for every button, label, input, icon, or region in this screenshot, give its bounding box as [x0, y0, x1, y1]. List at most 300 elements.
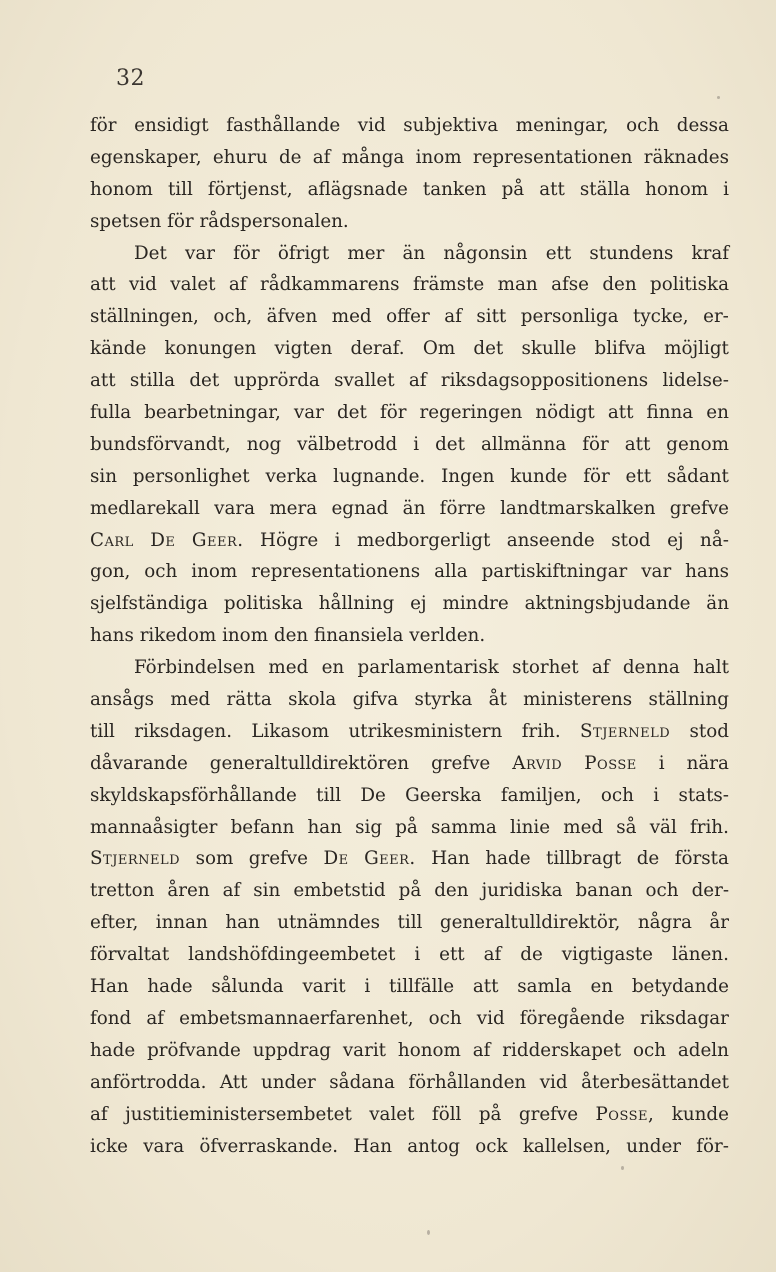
word: vid [357, 115, 386, 136]
word: partiskiftningar [481, 561, 628, 583]
text-line [90, 875, 729, 907]
word: förvaltat [90, 944, 170, 966]
word: så [616, 816, 637, 838]
word: verlden. [409, 625, 486, 647]
word: än [706, 593, 729, 615]
word: riksdagen. [134, 720, 233, 742]
text-line [90, 525, 729, 557]
word: med [268, 657, 309, 679]
word: skulle [521, 338, 577, 360]
word: de [520, 944, 543, 966]
word: var [293, 402, 324, 424]
text-line [90, 1099, 729, 1131]
word: de [278, 146, 302, 168]
word: att [624, 433, 651, 455]
word: förtjenst, [207, 178, 293, 200]
word: till [167, 178, 193, 200]
word: var [641, 561, 672, 583]
word: dåvarande [90, 752, 188, 774]
word: inom [222, 625, 269, 647]
word: åt [488, 689, 507, 711]
word: välbetrodd [297, 433, 398, 455]
word: afse [551, 274, 589, 296]
text-line [90, 333, 729, 365]
word: och [144, 561, 178, 583]
word: hade [90, 1039, 136, 1061]
word: Det [134, 242, 167, 264]
text-line [90, 588, 729, 620]
paper-speck [621, 1166, 624, 1170]
word: många [341, 146, 405, 168]
word: för [379, 402, 407, 424]
word: räknades [643, 146, 729, 168]
text-line [90, 174, 729, 206]
word: till [397, 912, 423, 934]
word: af [408, 370, 427, 392]
word: Geer. [364, 848, 416, 870]
word: lugnande. [333, 465, 426, 487]
word: ett [439, 944, 465, 966]
word: frih. [521, 720, 561, 742]
word: i [658, 752, 665, 774]
word: dessa [676, 115, 729, 136]
word: befann [230, 816, 295, 838]
word: samma [430, 816, 497, 838]
word: i [414, 944, 421, 966]
word: förre [439, 497, 486, 519]
word: ej [410, 593, 427, 615]
word: och [626, 115, 660, 136]
word: landtmarskalken [500, 497, 656, 519]
word: någonsin [443, 242, 528, 264]
word: förhållanden [408, 1071, 527, 1093]
word: Förbindelsen [134, 657, 256, 679]
word: hade [147, 976, 193, 998]
word: och [632, 1039, 666, 1061]
text-line [90, 429, 729, 461]
text-line [90, 684, 729, 716]
word: personliga [520, 306, 619, 328]
word: anförtrodda. [90, 1071, 207, 1093]
word: af [146, 1007, 165, 1029]
word: landshöfdingeembetet [188, 944, 396, 966]
word: betydande [631, 976, 729, 998]
word: man [497, 274, 538, 296]
word: ridderskapet [502, 1039, 622, 1061]
word: hans [90, 625, 134, 647]
word: under [260, 1071, 316, 1093]
text-line [90, 206, 729, 238]
word: genom [666, 433, 729, 455]
word: för [167, 210, 194, 232]
word: honom [397, 1039, 461, 1061]
word: i [413, 433, 420, 455]
word: samla [517, 976, 572, 998]
word: för [90, 115, 117, 136]
word: inom [191, 561, 238, 583]
word: och [600, 784, 634, 806]
word: De [323, 848, 349, 870]
word: tillfälle [389, 976, 455, 998]
word: grefve [669, 497, 729, 519]
word: Geerska [405, 784, 482, 806]
text-line [90, 269, 729, 301]
word: linie [509, 816, 551, 838]
word: han [225, 912, 260, 934]
word: parlamentarisk [357, 657, 499, 679]
word: halt [693, 657, 729, 679]
word: bearbetningar, [144, 402, 281, 424]
word: vigtigaste [561, 944, 653, 966]
word: Posse [584, 752, 637, 774]
word: utrikesministern [348, 720, 503, 742]
word: i [364, 976, 371, 998]
word: utnämndes [277, 912, 381, 934]
word: föll [431, 1103, 462, 1125]
word: af [444, 306, 462, 328]
text-line [90, 971, 729, 1003]
word: denna [622, 657, 680, 679]
word: vara [143, 1135, 185, 1157]
text-line [90, 493, 729, 525]
word: främste [412, 274, 485, 296]
word: det [336, 402, 367, 424]
word: det [473, 338, 504, 360]
word: sin [253, 880, 281, 902]
text-line [90, 556, 729, 588]
word: riksdagsoppositionens [440, 370, 649, 392]
word: innan [155, 912, 208, 934]
text-line [90, 843, 729, 875]
word: första [674, 848, 729, 870]
word: grefve [518, 1103, 579, 1125]
word: Carl [90, 529, 134, 551]
word: embetsmannaerfarenhet, [179, 1007, 414, 1029]
word: lidelse- [662, 370, 729, 392]
word: nog [246, 433, 282, 455]
word: generaltulldirektören [209, 752, 410, 774]
word: riksdagar [639, 1007, 729, 1029]
word: storhet [512, 657, 579, 679]
word: med [170, 689, 211, 711]
text-line [90, 301, 729, 333]
word: han [307, 816, 342, 838]
word: uppdrag [252, 1039, 331, 1061]
word: politiska [223, 593, 303, 615]
word: en [706, 402, 729, 424]
word: föregående [519, 1007, 625, 1029]
word: på [478, 1103, 502, 1125]
word: grefve [431, 752, 491, 774]
word: gon, [90, 561, 131, 583]
word: rikedom [139, 625, 217, 647]
word: att [539, 178, 565, 200]
word: ej [667, 529, 684, 551]
word: ensidigt [134, 115, 209, 136]
word: tanken [422, 178, 487, 200]
word: kallelsen, [522, 1135, 611, 1157]
word: medlarekall [90, 497, 200, 519]
word: justitieministersembetet [125, 1103, 352, 1125]
word: mer [347, 242, 385, 264]
word: stats- [678, 784, 729, 806]
word: sådana [329, 1071, 395, 1093]
word: stod [611, 529, 651, 551]
word: valet [170, 274, 216, 296]
word: aktningsbjudande [524, 593, 691, 615]
word: hans [685, 561, 729, 583]
text-line [90, 748, 729, 780]
word: stundens [589, 242, 674, 264]
word: skyldskapsförhållande [90, 784, 297, 806]
word: och [428, 1007, 462, 1029]
word: blifva [594, 338, 646, 360]
word: subjektiva [403, 115, 499, 136]
word: vid [128, 274, 157, 296]
text-line [90, 1067, 729, 1099]
word: styrka [414, 689, 473, 711]
word: på [395, 816, 418, 838]
word: Högre [260, 529, 319, 551]
word: anseende [506, 529, 595, 551]
paper-speck [717, 96, 720, 99]
word: fond [90, 1007, 132, 1029]
word: på [501, 178, 525, 200]
word: till [90, 720, 115, 742]
word: det [189, 370, 220, 392]
word: än [402, 242, 426, 264]
word: under [626, 1135, 681, 1157]
word: Stjerneld [90, 848, 181, 870]
word: det [435, 433, 465, 455]
word: ministerens [523, 689, 633, 711]
word: Ingen [441, 465, 495, 487]
word: der- [691, 880, 729, 902]
word: ett [545, 242, 572, 264]
word: för [233, 242, 260, 264]
word: nå- [700, 529, 729, 551]
word: ställa [579, 178, 631, 200]
word: verka [265, 465, 318, 487]
word: De [150, 529, 176, 551]
word: den [434, 880, 469, 902]
word: Om [422, 338, 456, 360]
word: Stjerneld [580, 720, 671, 742]
word: efter, [90, 912, 139, 934]
word: frih. [689, 816, 729, 838]
word: för [583, 465, 610, 487]
word: af [228, 274, 247, 296]
word: mannaåsigter [90, 816, 218, 838]
text-line [90, 238, 729, 270]
word: Arvid [512, 752, 563, 774]
word: sin [90, 465, 118, 487]
word: fasthållande [226, 115, 341, 136]
word: kraf [691, 242, 729, 264]
word: af [90, 1103, 108, 1125]
word: nära [686, 752, 729, 774]
word: upprörda [233, 370, 320, 392]
word: för [582, 433, 609, 455]
word: vid [539, 1071, 568, 1093]
word: representationens [251, 561, 421, 583]
word: den [602, 274, 637, 296]
word: generaltulldirektör, [439, 912, 621, 934]
word: alla [434, 561, 468, 583]
word: ehuru [212, 146, 268, 168]
word: att [90, 274, 116, 296]
word: af [312, 146, 331, 168]
word: medborgerligt [356, 529, 491, 551]
word: af [591, 657, 610, 679]
word: att [472, 976, 499, 998]
word: tillbragt [545, 848, 622, 870]
word: Han [353, 1135, 392, 1157]
text-line [90, 110, 729, 142]
text-line [90, 780, 729, 812]
word: mera [269, 497, 318, 519]
word: ställning [648, 689, 729, 711]
word: att [90, 370, 116, 392]
page-number: 32 [116, 66, 145, 91]
word: kunde [671, 1103, 729, 1125]
word: embetstid [293, 880, 386, 902]
word: representationen [472, 146, 633, 168]
word: år [709, 912, 729, 934]
text-line [90, 939, 729, 971]
word: och, [213, 306, 253, 328]
word: på [398, 880, 422, 902]
word: Geer. [191, 529, 244, 551]
word: sålunda [211, 976, 284, 998]
word: öfrigt [277, 242, 330, 264]
word: sitt [476, 306, 507, 328]
word: politiska [650, 274, 729, 296]
word: spetsen [90, 210, 162, 232]
word: ock [475, 1135, 508, 1157]
word: tretton [90, 880, 155, 902]
word: finna [646, 402, 694, 424]
word: än [402, 497, 426, 519]
word: svallet [334, 370, 395, 392]
word: af [483, 944, 502, 966]
word: rådkammarens [259, 274, 400, 296]
text-line [90, 620, 729, 652]
word: öfverraskande. [199, 1135, 339, 1157]
word: och [645, 880, 679, 902]
word: möjligt [664, 338, 729, 360]
paper-speck [427, 1230, 430, 1235]
word: ett [625, 465, 652, 487]
word: egenskaper, [90, 146, 202, 168]
word: tycke, [633, 306, 689, 328]
word: mindre [442, 593, 509, 615]
text-line [90, 1003, 729, 1035]
word: icke [90, 1135, 128, 1157]
word: äfven [266, 306, 318, 328]
word: åren [167, 880, 210, 902]
word: som [195, 848, 234, 870]
word: var [185, 242, 215, 264]
word: Likasom [251, 720, 330, 742]
word: vara [214, 497, 256, 519]
text-line [90, 716, 729, 748]
word: rådspersonalen. [199, 210, 349, 232]
text-line [90, 397, 729, 429]
word: deraf. [350, 338, 405, 360]
word: bundsförvandt, [90, 433, 231, 455]
word: kunde [510, 465, 568, 487]
word: varit [302, 976, 346, 998]
word: den [273, 625, 309, 647]
word: vid [476, 1007, 505, 1029]
word: konungen [164, 338, 257, 360]
word: skola [288, 689, 337, 711]
word: inom [415, 146, 462, 168]
word: återbesättandet [581, 1071, 729, 1093]
word: pröfvande [147, 1039, 241, 1061]
word: Han [431, 848, 470, 870]
text-line [90, 1035, 729, 1067]
text-line [90, 652, 729, 684]
word: gifva [352, 689, 399, 711]
word: allmänna [480, 433, 567, 455]
body-text [90, 110, 729, 1162]
text-line [90, 907, 729, 939]
word: af [222, 880, 241, 902]
word: varit [342, 1039, 387, 1061]
word: länen. [671, 944, 729, 966]
word: stilla [129, 370, 176, 392]
word: några [637, 912, 692, 934]
word: i [723, 178, 729, 200]
text-line [90, 142, 729, 174]
text-line [90, 365, 729, 397]
text-line [90, 1131, 729, 1163]
word: hade [485, 848, 531, 870]
word: honom [645, 178, 709, 200]
word: Att [219, 1071, 248, 1093]
word: personlighet [132, 465, 250, 487]
word: offer [386, 306, 430, 328]
word: regeringen [419, 402, 523, 424]
word: med [331, 306, 372, 328]
word: rätta [226, 689, 272, 711]
word: af [472, 1039, 491, 1061]
word: familjen, [500, 784, 582, 806]
word: finansiela [314, 625, 404, 647]
word: fulla [90, 402, 132, 424]
word: hållning [318, 593, 395, 615]
word: i [653, 784, 660, 806]
word: att [607, 402, 634, 424]
word: sådant [666, 465, 729, 487]
word: De [360, 784, 386, 806]
word: ansågs [90, 689, 155, 711]
word: nödigt [535, 402, 595, 424]
word: grefve [248, 848, 308, 870]
word: aflägsnade [307, 178, 408, 200]
word: valet [369, 1103, 415, 1125]
word: kände [90, 338, 147, 360]
word: Posse, [595, 1103, 655, 1125]
word: banan [575, 880, 633, 902]
word: sig [355, 816, 383, 838]
word: med [563, 816, 604, 838]
word: sjelfständiga [90, 593, 209, 615]
word: egnad [331, 497, 389, 519]
word: en [321, 657, 345, 679]
